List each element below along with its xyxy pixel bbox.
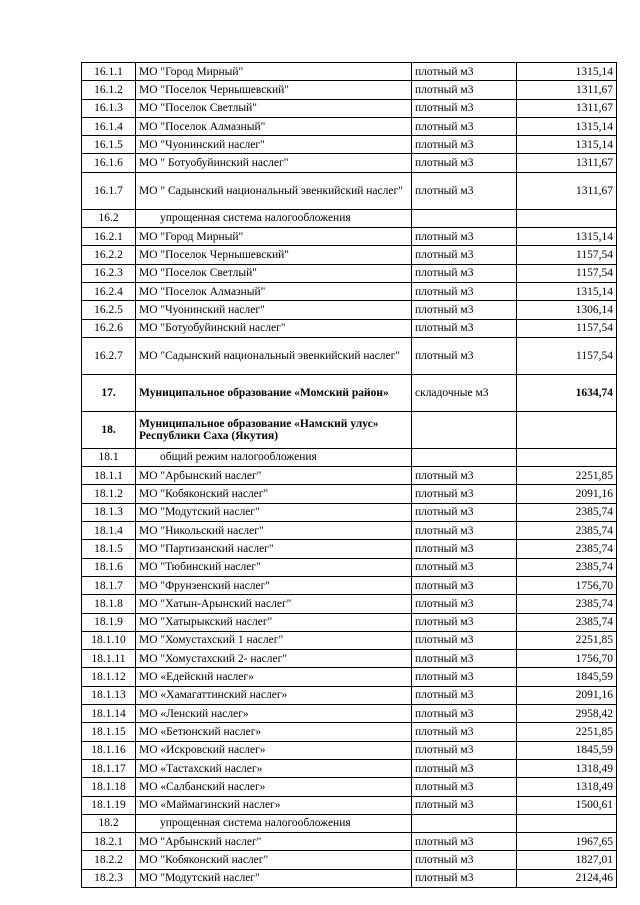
table-row	[82, 558, 617, 576]
municipality-name: МО «Ленский наслег»	[136, 705, 412, 723]
row-number: 18.1	[82, 448, 136, 466]
row-number: 18.1.2	[82, 485, 136, 503]
unit-of-measure: плотный м3	[412, 154, 517, 172]
table-row	[82, 613, 617, 631]
section-row	[82, 209, 617, 227]
rate-value: 1845,59	[517, 668, 617, 686]
table-row	[82, 576, 617, 594]
unit-of-measure: плотный м3	[412, 833, 517, 851]
municipality-name: МО "Модутский наслег"	[136, 869, 412, 887]
row-number: 18.2	[82, 814, 136, 832]
municipality-name: МО "Арбынский наслег"	[136, 833, 412, 851]
municipality-name: МО " Садынский национальный эвенкийский наслег"	[136, 172, 412, 209]
municipality-name: МО "Партизанский наслег"	[136, 540, 412, 558]
unit-of-measure: плотный м3	[412, 264, 517, 282]
unit-of-measure: плотный м3	[412, 301, 517, 319]
rate-value: 2251,85	[517, 631, 617, 649]
rate-value: 1500,61	[517, 796, 617, 814]
unit-of-measure: плотный м3	[412, 282, 517, 300]
rate-value: 1311,67	[517, 99, 617, 117]
section-row	[82, 814, 617, 832]
table-row	[82, 374, 617, 411]
row-number: 16.2.1	[82, 228, 136, 246]
municipality-name: МО "Хомустахский 2- наслег"	[136, 650, 412, 668]
rate-value: 1634,74	[517, 374, 617, 411]
table-row	[82, 796, 617, 814]
row-number: 18.1.7	[82, 576, 136, 594]
rate-value: 2091,16	[517, 485, 617, 503]
section-title: общий режим налогообложения	[136, 448, 412, 466]
unit-of-measure: плотный м3	[412, 869, 517, 887]
unit-of-measure: плотный м3	[412, 576, 517, 594]
municipality-name: МО "Поселок Светлый"	[136, 264, 412, 282]
table-row	[82, 154, 617, 172]
municipality-name: МО «Бетюнский наслег»	[136, 723, 412, 741]
row-number: 16.2.5	[82, 301, 136, 319]
unit-of-measure: плотный м3	[412, 485, 517, 503]
unit-of-measure: плотный м3	[412, 741, 517, 759]
row-number: 16.2.3	[82, 264, 136, 282]
unit-of-measure: плотный м3	[412, 595, 517, 613]
rate-value: 2385,74	[517, 613, 617, 631]
unit-of-measure: плотный м3	[412, 117, 517, 135]
section-row	[82, 448, 617, 466]
unit-of-measure: плотный м3	[412, 650, 517, 668]
rate-value	[517, 448, 617, 466]
row-number: 16.1.4	[82, 117, 136, 135]
tariff-table	[81, 62, 617, 888]
unit-of-measure: плотный м3	[412, 631, 517, 649]
table-row	[82, 723, 617, 741]
row-number: 16.2.6	[82, 319, 136, 337]
unit-of-measure	[412, 814, 517, 832]
municipality-name: МО "Чуонинский наслег"	[136, 301, 412, 319]
unit-of-measure: плотный м3	[412, 228, 517, 246]
row-number: 16.1.1	[82, 63, 136, 81]
rate-value: 2385,74	[517, 595, 617, 613]
table-row	[82, 503, 617, 521]
row-number: 18.2.3	[82, 869, 136, 887]
municipality-name: МО «Тастахский наслег»	[136, 759, 412, 777]
municipality-name: МО "Поселок Светлый"	[136, 99, 412, 117]
row-number: 16.2.4	[82, 282, 136, 300]
unit-of-measure: плотный м3	[412, 522, 517, 540]
rate-value: 2251,85	[517, 723, 617, 741]
rate-value: 1845,59	[517, 741, 617, 759]
municipality-name: МО "Чуонинский наслег"	[136, 136, 412, 154]
row-number: 18.1.15	[82, 723, 136, 741]
unit-of-measure: плотный м3	[412, 63, 517, 81]
rate-value	[517, 814, 617, 832]
municipality-name: МО "Поселок Алмазный"	[136, 117, 412, 135]
unit-of-measure	[412, 448, 517, 466]
row-number: 16.1.3	[82, 99, 136, 117]
row-number: 18.1.17	[82, 759, 136, 777]
row-number: 18.2.2	[82, 851, 136, 869]
municipality-name: МО "Поселок Алмазный"	[136, 282, 412, 300]
rate-value: 1157,54	[517, 319, 617, 337]
rate-value: 1967,65	[517, 833, 617, 851]
rate-value	[517, 209, 617, 227]
rate-value: 1311,67	[517, 81, 617, 99]
row-number: 18.1.3	[82, 503, 136, 521]
rate-value: 1157,54	[517, 264, 617, 282]
table-row	[82, 741, 617, 759]
table-row	[82, 869, 617, 887]
unit-of-measure: плотный м3	[412, 172, 517, 209]
municipality-name: МО "Фрунзенский наслег"	[136, 576, 412, 594]
rate-value: 1311,67	[517, 172, 617, 209]
row-number: 16.1.2	[82, 81, 136, 99]
table-row	[82, 172, 617, 209]
unit-of-measure: плотный м3	[412, 723, 517, 741]
row-number: 17.	[82, 374, 136, 411]
section-title: упрощенная система налогообложения	[136, 209, 412, 227]
rate-value: 2251,85	[517, 467, 617, 485]
table-row	[82, 778, 617, 796]
unit-of-measure: плотный м3	[412, 337, 517, 374]
unit-of-measure: плотный м3	[412, 540, 517, 558]
table-row	[82, 264, 617, 282]
unit-of-measure: плотный м3	[412, 705, 517, 723]
unit-of-measure: плотный м3	[412, 558, 517, 576]
row-number: 16.2.2	[82, 246, 136, 264]
table-row	[82, 337, 617, 374]
rate-value: 1315,14	[517, 228, 617, 246]
unit-of-measure: плотный м3	[412, 503, 517, 521]
row-number: 18.1.18	[82, 778, 136, 796]
row-number: 18.1.13	[82, 686, 136, 704]
table-row	[82, 99, 617, 117]
row-number: 18.1.8	[82, 595, 136, 613]
unit-of-measure: плотный м3	[412, 796, 517, 814]
row-number: 16.1.5	[82, 136, 136, 154]
municipality-name: МО "Хатырыкский наслег"	[136, 613, 412, 631]
municipality-name: МО "Город Мирный"	[136, 228, 412, 246]
unit-of-measure: плотный м3	[412, 778, 517, 796]
unit-of-measure	[412, 209, 517, 227]
table-row	[82, 117, 617, 135]
table-row	[82, 595, 617, 613]
row-number: 16.1.6	[82, 154, 136, 172]
municipality-name: МО «Едейский наслег»	[136, 668, 412, 686]
table-row	[82, 228, 617, 246]
municipality-name: МО «Искровский наслег»	[136, 741, 412, 759]
municipality-name: МО "Модутский наслег"	[136, 503, 412, 521]
rate-value: 2385,74	[517, 503, 617, 521]
rate-value: 1157,54	[517, 337, 617, 374]
row-number: 18.	[82, 411, 136, 448]
municipality-name: МО «Маймагинский наслег»	[136, 796, 412, 814]
unit-of-measure: плотный м3	[412, 686, 517, 704]
rate-value: 1318,49	[517, 759, 617, 777]
table-row	[82, 522, 617, 540]
table-row	[82, 668, 617, 686]
rate-value: 1315,14	[517, 63, 617, 81]
table-row	[82, 485, 617, 503]
row-number: 18.1.6	[82, 558, 136, 576]
row-number: 16.2	[82, 209, 136, 227]
unit-of-measure: плотный м3	[412, 613, 517, 631]
table-row	[82, 81, 617, 99]
municipality-name: Муниципальное образование «Намский улус» Республики Саха (Якутия)	[136, 411, 412, 448]
rate-value: 2385,74	[517, 522, 617, 540]
municipality-name: МО "Садынский национальный эвенкийский наслег"	[136, 337, 412, 374]
row-number: 18.1.12	[82, 668, 136, 686]
rate-value: 1756,70	[517, 576, 617, 594]
unit-of-measure: плотный м3	[412, 759, 517, 777]
unit-of-measure: плотный м3	[412, 467, 517, 485]
row-number: 16.2.7	[82, 337, 136, 374]
unit-of-measure: плотный м3	[412, 81, 517, 99]
row-number: 18.1.19	[82, 796, 136, 814]
municipality-name: МО "Поселок Чернышевский"	[136, 246, 412, 264]
row-number: 18.1.14	[82, 705, 136, 723]
municipality-name: Муниципальное образование «Момский район»	[136, 374, 412, 411]
unit-of-measure	[412, 411, 517, 448]
rate-value: 2385,74	[517, 540, 617, 558]
rate-value: 1827,01	[517, 851, 617, 869]
rate-value: 1315,14	[517, 117, 617, 135]
municipality-name: МО "Поселок Чернышевский"	[136, 81, 412, 99]
row-number: 18.1.16	[82, 741, 136, 759]
row-number: 18.1.4	[82, 522, 136, 540]
municipality-name: МО "Ботуобуйинский наслег"	[136, 319, 412, 337]
rate-value: 1756,70	[517, 650, 617, 668]
table-row	[82, 686, 617, 704]
row-number: 18.1.9	[82, 613, 136, 631]
table-row	[82, 851, 617, 869]
table-row	[82, 705, 617, 723]
table-row	[82, 759, 617, 777]
unit-of-measure: плотный м3	[412, 136, 517, 154]
unit-of-measure: плотный м3	[412, 99, 517, 117]
municipality-name: МО "Кобяконский наслег"	[136, 485, 412, 503]
rate-value: 1318,49	[517, 778, 617, 796]
rate-value: 2385,74	[517, 558, 617, 576]
rate-value	[517, 411, 617, 448]
rate-value: 1157,54	[517, 246, 617, 264]
table-row	[82, 631, 617, 649]
row-number: 18.2.1	[82, 833, 136, 851]
row-number: 16.1.7	[82, 172, 136, 209]
row-number: 18.1.1	[82, 467, 136, 485]
unit-of-measure: складочные м3	[412, 374, 517, 411]
municipality-name: МО «Хамагаттинский наслег»	[136, 686, 412, 704]
unit-of-measure: плотный м3	[412, 246, 517, 264]
table-row	[82, 540, 617, 558]
table-row	[82, 411, 617, 448]
rate-value: 1315,14	[517, 282, 617, 300]
row-number: 18.1.11	[82, 650, 136, 668]
rate-value: 1311,67	[517, 154, 617, 172]
section-title: упрощенная система налогообложения	[136, 814, 412, 832]
municipality-name: МО "Арбынский наслег"	[136, 467, 412, 485]
municipality-name: МО "Никольский наслег"	[136, 522, 412, 540]
rate-value: 2091,16	[517, 686, 617, 704]
rate-value: 2958,42	[517, 705, 617, 723]
municipality-name: МО "Кобяконский наслег"	[136, 851, 412, 869]
rate-value: 1315,14	[517, 136, 617, 154]
table-row	[82, 833, 617, 851]
municipality-name: МО "Тюбинский наслег"	[136, 558, 412, 576]
unit-of-measure: плотный м3	[412, 319, 517, 337]
unit-of-measure: плотный м3	[412, 668, 517, 686]
municipality-name: МО «Салбанский наслег»	[136, 778, 412, 796]
table-row	[82, 319, 617, 337]
municipality-name: МО " Ботуобуйинский наслег"	[136, 154, 412, 172]
rate-value: 1306,14	[517, 301, 617, 319]
table-row	[82, 650, 617, 668]
municipality-name: МО "Хомустахский 1 наслег"	[136, 631, 412, 649]
rate-value: 2124,46	[517, 869, 617, 887]
table-row	[82, 282, 617, 300]
row-number: 18.1.10	[82, 631, 136, 649]
tariff-table-body	[82, 63, 617, 888]
unit-of-measure: плотный м3	[412, 851, 517, 869]
table-row	[82, 63, 617, 81]
table-row	[82, 136, 617, 154]
row-number: 18.1.5	[82, 540, 136, 558]
municipality-name: МО "Город Мирный"	[136, 63, 412, 81]
table-row	[82, 301, 617, 319]
table-row	[82, 467, 617, 485]
table-row	[82, 246, 617, 264]
municipality-name: МО "Хатын-Арынский наслег"	[136, 595, 412, 613]
